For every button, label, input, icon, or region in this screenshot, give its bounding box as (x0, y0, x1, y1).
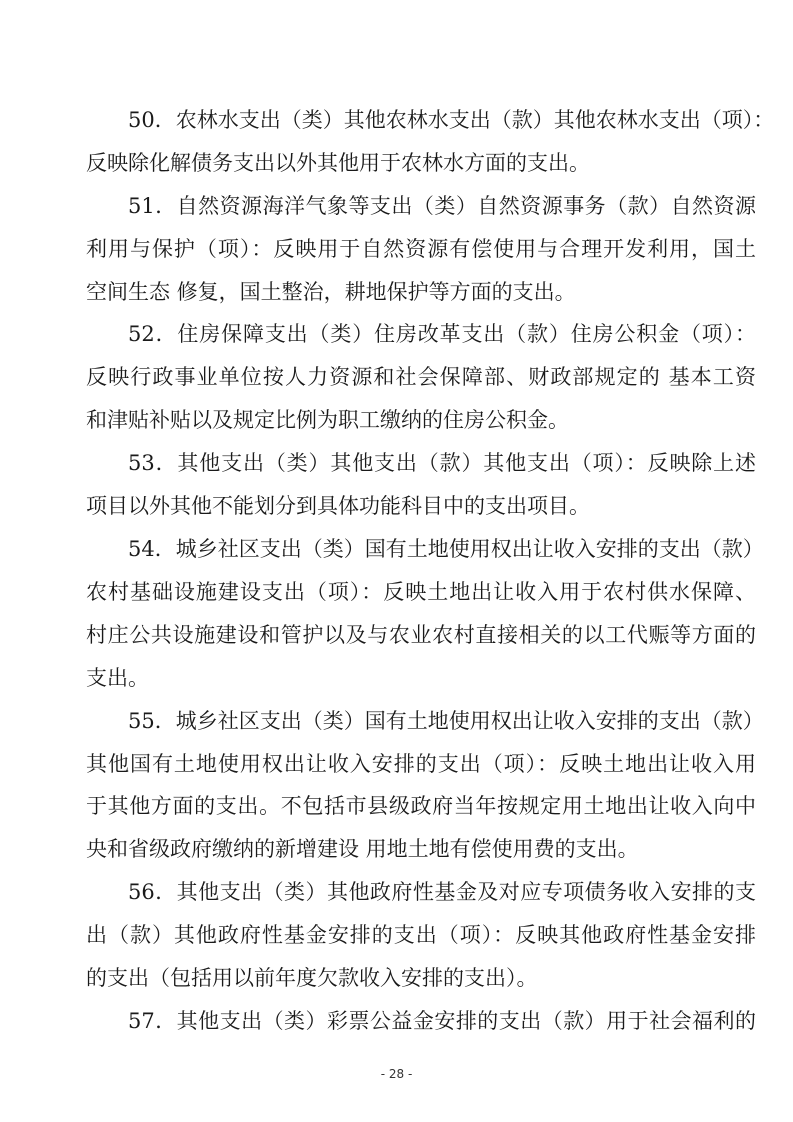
paragraph-51-line-2: 利用与保护（项）：反映用于自然资源有偿使用与合理开发利用，国土 (86, 237, 756, 261)
paragraph-54-line-2: 农村基础设施建设支出（项）：反映土地出让收入用于农村供水保障、 (86, 580, 756, 604)
paragraph-53-line-1: 53．其他支出（类）其他支出（款）其他支出（项）：反映除上述 (128, 451, 756, 475)
paragraph-56-line-3: 的支出（包括用以前年度欠款收入安排的支出）。 (86, 966, 538, 990)
page-number: - 28 - (380, 1067, 413, 1081)
paragraph-57-line-1: 57．其他支出（类）彩票公益金安排的支出（款）用于社会福利的 (128, 1009, 756, 1033)
paragraph-54-line-4: 支出。 (86, 666, 149, 690)
paragraph-55-line-2: 其他国有土地使用权出让收入安排的支出（项）：反映土地出让收入用 (86, 752, 756, 776)
paragraph-51-line-1: 51．自然资源海洋气象等支出（类）自然资源事务（款）自然资源 (128, 194, 756, 218)
paragraph-50-line-1: 50．农林水支出（类）其他农林水支出（款）其他农林水支出（项）： (128, 108, 775, 132)
paragraph-50-line-2: 反映除化解债务支出以外其他用于农林水方面的支出。 (86, 151, 590, 175)
paragraph-55-line-3: 于其他方面的支出。不包括市县级政府当年按规定用土地出让收入向中 (86, 794, 756, 818)
paragraph-52-line-3: 和津贴补贴以及规定比例为职工缴纳的住房公积金。 (86, 408, 569, 432)
paragraph-55-line-1: 55．城乡社区支出（类）国有土地使用权出让收入安排的支出（款） (128, 709, 764, 733)
paragraph-56-line-1: 56．其他支出（类）其他政府性基金及对应专项债务收入安排的支 (128, 880, 756, 904)
paragraph-56-line-2: 出（款）其他政府性基金安排的支出（项）：反映其他政府性基金安排 (86, 923, 756, 947)
paragraph-53-line-2: 项目以外其他不能划分到具体功能科目中的支出项目。 (86, 494, 590, 518)
paragraph-55-line-4: 央和省级政府缴纳的新增建设 用地土地有偿使用费的支出。 (86, 837, 639, 861)
paragraph-51-line-3: 空间生态 修复，国土整治，耕地保护等方面的支出。 (86, 280, 576, 304)
paragraph-52-line-2: 反映行政事业单位按人力资源和社会保障部、财政部规定的 基本工资 (86, 365, 756, 389)
paragraph-52-line-1: 52．住房保障支出（类）住房改革支出（款）住房公积金（项）： (128, 322, 756, 346)
paragraph-54-line-1: 54．城乡社区支出（类）国有土地使用权出让收入安排的支出（款） (128, 537, 764, 561)
paragraph-54-line-3: 村庄公共设施建设和管护以及与农业农村直接相关的以工代赈等方面的 (86, 623, 756, 647)
